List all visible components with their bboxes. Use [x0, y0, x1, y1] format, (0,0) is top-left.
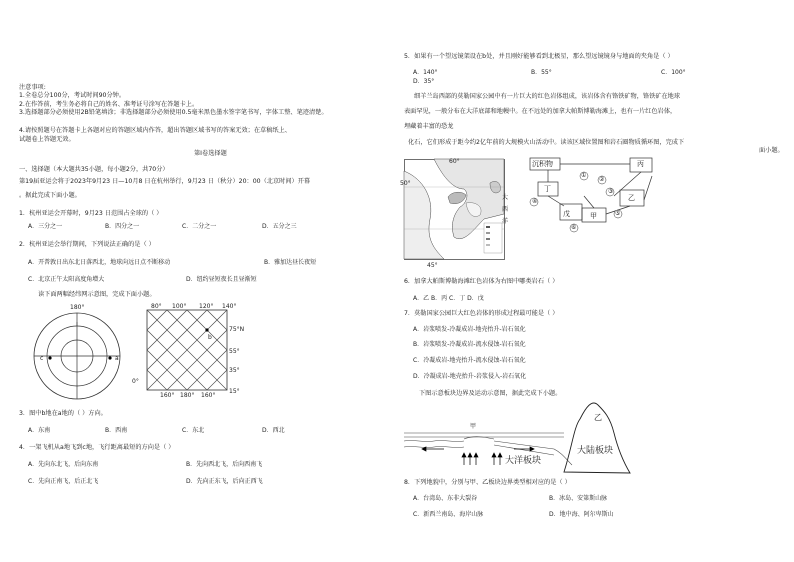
plate-label-oceanic: 大洋板块 — [505, 456, 542, 466]
grid-right-55: 55° — [229, 348, 240, 355]
q6-stem: 6．加拿大帕斯博勒海滩红色岩体为右图中哪类岩石（ ） — [404, 278, 559, 285]
q1-option-a[interactable]: A．三分之一 — [28, 223, 63, 230]
q5-option-b[interactable]: B．55° — [531, 69, 552, 76]
polar-label-0: 0° — [132, 378, 139, 385]
q2-option-c[interactable]: C．北京正午太阳高度角增大 — [28, 276, 105, 283]
grid-bottom-180: 180° — [180, 392, 195, 399]
point-a-marker — [108, 356, 111, 359]
grid-top-120: 120° — [199, 303, 214, 310]
q8-option-d[interactable]: D．地中海、阿尔卑斯山 — [549, 511, 614, 518]
q5-stem: 5．如果有一个望远镜架设在b处，并且刚好能够看到北极星，那么望远镜镜身与地面的夹角是（ ） — [404, 53, 674, 60]
context-line-2: 。据此完成下面小题。 — [19, 192, 81, 199]
rock-number-1: ① — [581, 172, 587, 179]
q4-option-d[interactable]: D．先向正东飞，后向正西飞 — [186, 478, 263, 485]
plate-label-continental: 大陆板块 — [577, 446, 614, 456]
q4-option-b[interactable]: B．先向西北飞，后向西南飞 — [186, 461, 263, 468]
notice-item-1: 1.全卷总分100分，考试时间90分钟。 — [19, 92, 126, 99]
context-line-1: 第19届亚运会将于2023年9月23 日—10月8 日在杭州举行，9月23 日（秋分）20：00（北京时间）开幕 — [19, 178, 311, 185]
q8-option-b[interactable]: B．冰岛、安第斯山脉 — [549, 495, 608, 502]
plate-label-yi: 乙 — [594, 413, 602, 422]
q1-stem: 1．杭州亚运会开幕时，9月23 日范围占全球的（ ） — [19, 210, 163, 217]
q6-options[interactable]: A．乙 B．丙 C．丁 D．戊 — [413, 295, 484, 302]
notice-heading: 注意事项: — [19, 84, 46, 91]
passage-line-4: 化石，它们形成于距今约2亿年前的大规模火山活动中。读该区域位置图和岩石圈物质循环图，完成下 — [408, 139, 685, 146]
rock-number-2: ② — [599, 176, 605, 183]
q1-option-b[interactable]: B．四分之一 — [105, 223, 140, 230]
rock-number-4: ④ — [532, 198, 538, 205]
grid-bottom-160w: 160° — [160, 392, 175, 399]
grid-point-b: b — [208, 334, 212, 341]
notice-item-5: 试题卷上答题无效。 — [19, 136, 75, 143]
polar-point-c: c — [40, 355, 44, 362]
q7-option-a[interactable]: A．岩浆喷发-冷凝成岩-地壳抬升-岩石氧化 — [413, 326, 526, 333]
rock-number-5: ⑤ — [615, 210, 621, 217]
q8-stem: 8．下列地貌中，分别与甲、乙板块边界类型相对应的是（ ） — [404, 479, 571, 486]
point-b-marker — [205, 328, 208, 331]
section-title: 第Ⅰ卷选择题 — [194, 150, 227, 157]
q5-option-d[interactable]: D．35° — [413, 78, 435, 85]
q2-option-d[interactable]: D．纽约昼短夜长且昼渐短 — [186, 276, 257, 283]
q8-option-a[interactable]: A．台湾岛、东非大裂谷 — [413, 495, 478, 502]
notice-item-4: 4.请按照题号在答题卡上各题对应的答题区域内作答，超出答题区域书写的答案无效；在草稿纸上、 — [19, 127, 291, 134]
q2-option-b[interactable]: B．雅加达昼长夜短 — [264, 259, 317, 266]
passage-line-3: 埋藏着丰富的恐龙 — [404, 123, 454, 130]
part1-intro: 一、选择题（本大题共35小题，每小题2分，共70分） — [19, 166, 169, 173]
region-location-map — [404, 159, 514, 266]
q7-stem: 7．莫勒国家公园巨大红色岩体的形成过程最可能是（ ） — [404, 310, 559, 317]
plate-intro: 下图示意板块边界及运动示意图，据此完成下小题。 — [419, 390, 562, 397]
grid-top-100: 100° — [172, 303, 187, 310]
polar-label-180: 180° — [70, 304, 85, 311]
q3-stem: 3．图中b地在a地的（ ）方向。 — [19, 410, 107, 417]
region-lon-60: 60° — [449, 158, 460, 165]
q4-stem: 4．一架飞机从a地飞到c地，飞行距离最短的方向是（ ） — [19, 444, 175, 451]
grid-graticule-map — [147, 310, 237, 396]
q7-option-d[interactable]: D．冷凝成岩-地壳抬升-岩浆侵入-岩石氧化 — [413, 373, 527, 380]
q1-option-d[interactable]: D．五分之三 — [262, 223, 297, 230]
q3-option-c[interactable]: C．东北 — [182, 427, 205, 434]
region-ocean-xi: 西 — [502, 206, 509, 213]
region-ocean-yang: 洋 — [502, 218, 509, 225]
q3-option-d[interactable]: D．西北 — [262, 427, 285, 434]
q5-option-a[interactable]: A．140° — [413, 69, 438, 76]
grid-right-35: 35° — [229, 367, 240, 374]
polar-graticule-map — [20, 305, 140, 405]
rock-label-jia: 甲 — [590, 212, 597, 220]
q3-option-b[interactable]: B．西南 — [105, 427, 128, 434]
q7-option-b[interactable]: B．岩浆喷发-冷凝成岩-流水侵蚀-岩石氧化 — [413, 341, 526, 348]
map-intro: 读下面两幅经纬网示意图，完成下面小题。 — [38, 291, 156, 298]
rock-number-3: ③ — [608, 188, 614, 195]
q1-option-c[interactable]: C．二分之一 — [182, 223, 217, 230]
grid-right-15: 15° — [229, 388, 240, 395]
rock-label-ding: 丁 — [544, 185, 551, 193]
polar-point-a: a — [115, 355, 119, 362]
passage-line-5: 面小题。 — [759, 147, 784, 154]
rock-number-6: ⑥ — [571, 224, 577, 231]
grid-top-140: 140° — [222, 303, 237, 310]
passage-line-1: 细羊兰岛西部的莫勒国家公园中有一片巨大的红色岩体组成，该岩体含有铬铁矿物，铬铁矿在地球 — [414, 93, 681, 100]
notice-item-3: 3.选择题部分必须使用2B铅笔填涂；非选择题部分必须使用0.5毫米黑色墨水签字笔书写，字体工整、笔迹清楚。 — [19, 109, 328, 116]
rock-label-bing: 丙 — [637, 160, 644, 168]
rock-label-sediment: 沉积物 — [532, 160, 553, 168]
rock-cycle-diagram — [524, 156, 694, 236]
rock-label-yi: 乙 — [628, 194, 635, 202]
q4-option-a[interactable]: A．先向东北飞，后向东南 — [28, 461, 99, 468]
q2-option-a[interactable]: A．开普敦日出东北日落西北，地球向远日点不断移动 — [28, 259, 171, 266]
point-c-marker — [48, 356, 51, 359]
region-lat-50: 50° — [400, 180, 411, 187]
region-lat-45: 45° — [427, 262, 438, 269]
q8-option-c[interactable]: C．新西兰南岛、海岸山脉 — [413, 511, 484, 518]
region-ocean-da: 大 — [502, 194, 509, 201]
q5-option-c[interactable]: C．100° — [661, 69, 686, 76]
q3-option-a[interactable]: A．东南 — [28, 427, 51, 434]
passage-line-2: 表面罕见，一般分布在大洋底部和地幔中。在不远处的加拿大帕斯博勒海滩上，也有一片红色岩体， — [404, 108, 677, 115]
grid-bottom-160e: 160° — [201, 392, 216, 399]
plate-label-jia: 甲 — [470, 423, 477, 430]
notice-item-2: 2.在作答前，考生务必将自己的姓名、准考证号涂写在答题卡上。 — [19, 101, 199, 108]
rock-label-wu: 戊 — [563, 210, 570, 218]
grid-top-80: 80° — [151, 303, 162, 310]
plate-boundary-diagram — [404, 397, 644, 479]
q7-option-c[interactable]: C．冷凝成岩-地壳抬升-流水侵蚀-岩石氧化 — [413, 357, 526, 364]
q2-stem: 2．杭州亚运会举行期间，下列说法正确的是（ ） — [19, 241, 155, 248]
grid-right-75n: 75°N — [229, 326, 245, 333]
q4-option-c[interactable]: C．先向正南飞，后正北飞 — [28, 478, 99, 485]
